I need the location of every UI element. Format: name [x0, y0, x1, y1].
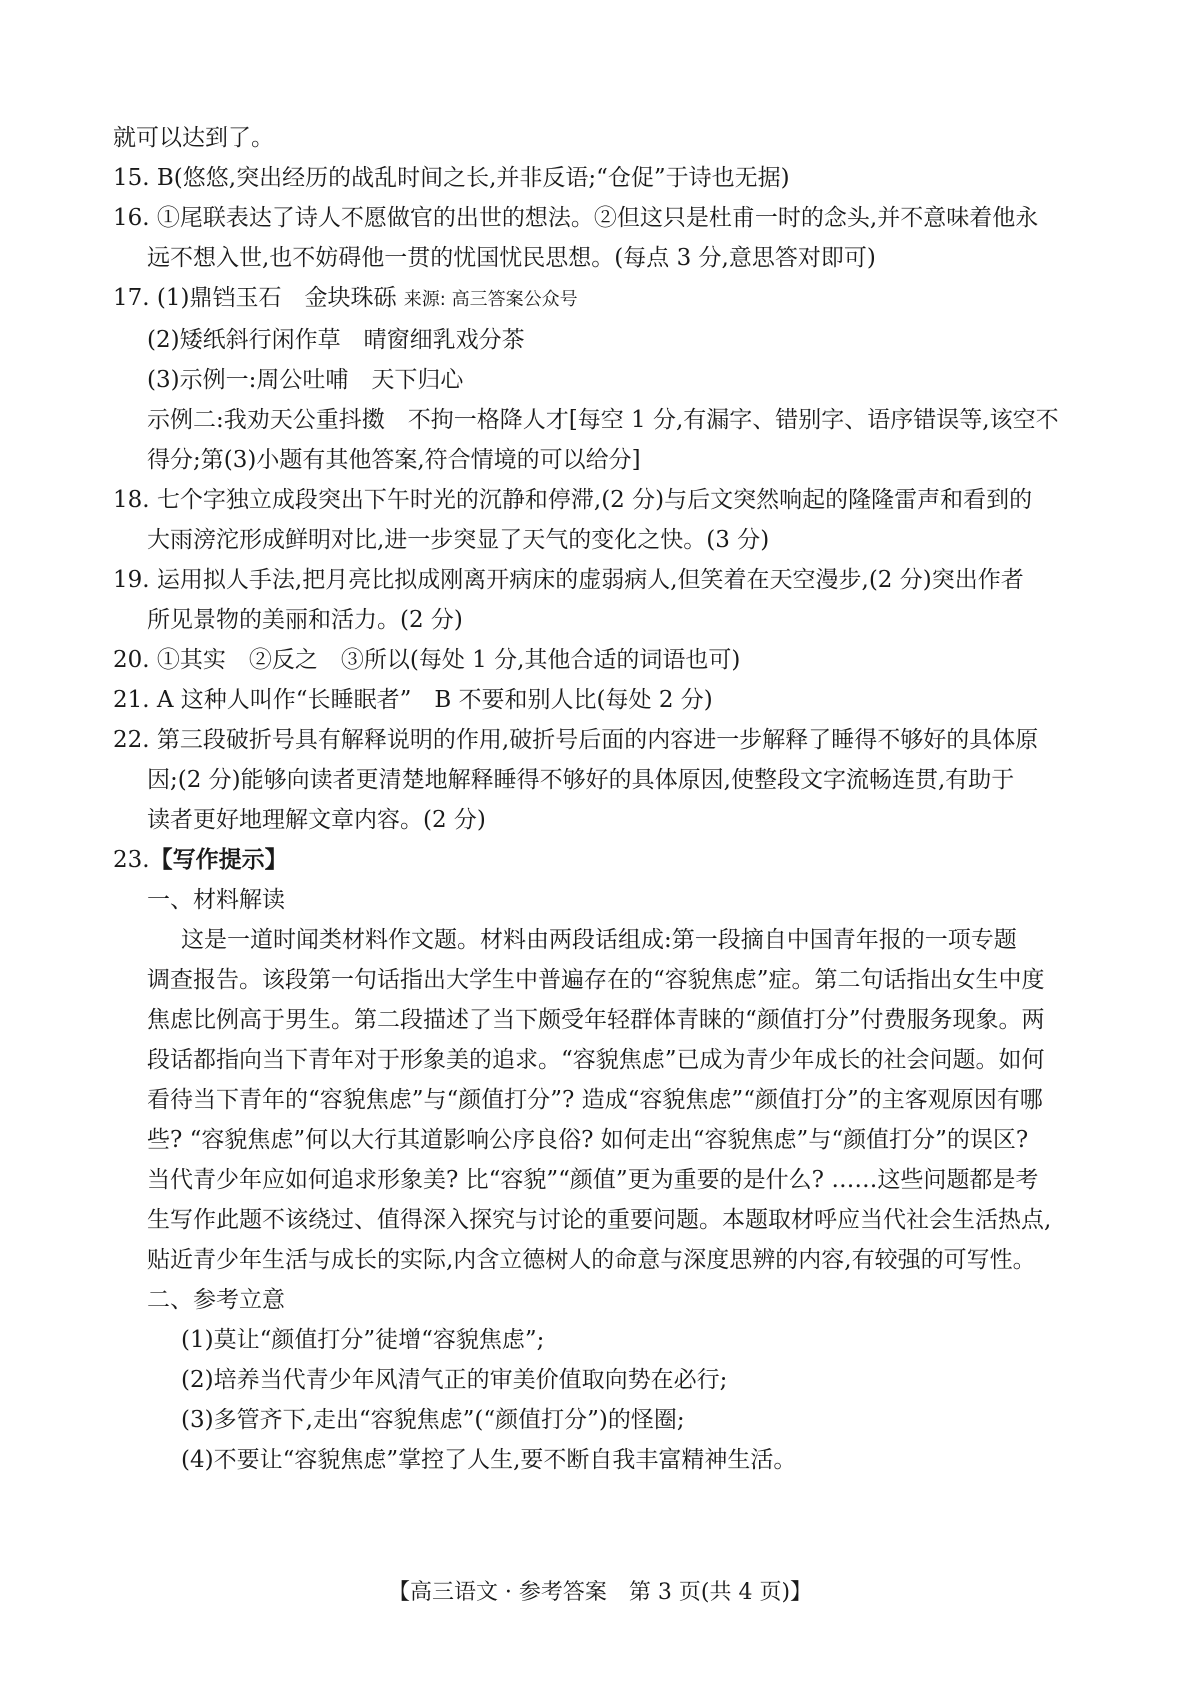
material-paragraph-line: 些? “容貌焦虑”何以大行其道影响公序良俗? 如何走出“容貌焦虑”与“颜值打分”的误区?: [147, 1127, 1029, 1153]
answer-17-part2: (2)矮纸斜行闲作草 晴窗细乳戏分茶: [147, 327, 525, 353]
theme-item-1: (1)莫让“颜值打分”徒增“容貌焦虑”;: [181, 1327, 545, 1353]
material-paragraph-line: 生写作此题不该绕过、值得深入探究与讨论的重要问题。本题取材呼应当代社会生活热点,: [147, 1207, 1052, 1233]
answer-22-cont2: 读者更好地理解文章内容。(2 分): [147, 807, 486, 833]
answer-21: 21. A 这种人叫作“长睡眠者” B 不要和别人比(每处 2 分): [113, 687, 713, 713]
answer-19: 19. 运用拟人手法,把月亮比拟成刚离开病床的虚弱病人,但笑着在天空漫步,(2 分)突出作者: [113, 567, 1024, 593]
answer-17: [113, 278, 1098, 320]
answer-18-cont: 大雨滂沱形成鲜明对比,进一步突显了天气的变化之快。(3 分): [147, 527, 770, 553]
answer-17-scoring: 得分;第(3)小题有其他答案,符合情境的可以给分]: [147, 447, 641, 473]
answer-17-example2: 示例二:我劝天公重抖擞 不拘一格降人才[每空 1 分,有漏字、错别字、语序错误等,该空不: [147, 407, 1059, 433]
material-paragraph-line: 焦虑比例高于男生。第二段描述了当下颇受年轻群体青睐的“颜值打分”付费服务现象。两: [147, 1007, 1045, 1033]
answer-15: 15. B(悠悠,突出经历的战乱时间之长,并非反语;“仓促”于诗也无据): [113, 165, 790, 191]
material-paragraph-line: 这是一道时闻类材料作文题。材料由两段话组成:第一段摘自中国青年报的一项专题: [181, 927, 1017, 953]
text-line: 就可以达到了。: [113, 125, 274, 151]
material-paragraph-line: 贴近青少年生活与成长的实际,内含立德树人的命意与深度思辨的内容,有较强的可写性。: [147, 1247, 1036, 1273]
material-paragraph-line: 段话都指向当下青年对于形象美的追求。“容貌焦虑”已成为青少年成长的社会问题。如何: [147, 1047, 1045, 1073]
material-paragraph-line: 调查报告。该段第一句话指出大学生中普遍存在的“容貌焦虑”症。第二句话指出女生中度: [147, 967, 1045, 993]
answer-16-cont: 远不想入世,也不妨碍他一贯的忧国忧民思想。(每点 3 分,意思答对即可): [147, 245, 876, 271]
section-heading-theme: 二、参考立意: [147, 1287, 285, 1313]
theme-item-2: (2)培养当代青少年风清气正的审美价值取向势在必行;: [181, 1367, 728, 1393]
material-paragraph-line: 当代青少年应如何追求形象美? 比“容貌”“颜值”更为重要的是什么? ……这些问题都是考: [147, 1167, 1039, 1193]
answer-23: [113, 840, 1098, 880]
answer-content: [113, 118, 1098, 1480]
answer-23-number: 23.: [113, 847, 150, 873]
page-footer: 【高三语文 · 参考答案 第 3 页(共 4 页)】: [387, 1580, 813, 1605]
answer-17-part3: (3)示例一:周公吐哺 天下归心: [147, 367, 464, 393]
source-note: 来源: 高三答案公众号: [403, 289, 578, 310]
answer-22-cont1: 因;(2 分)能够向读者更清楚地解释睡得不够好的具体原因,使整段文字流畅连贯,有助于: [147, 767, 1015, 793]
answer-19-cont: 所见景物的美丽和活力。(2 分): [147, 607, 463, 633]
theme-item-3: (3)多管齐下,走出“容貌焦虑”(“颜值打分”)的怪圈;: [181, 1407, 685, 1433]
theme-item-4: (4)不要让“容貌焦虑”掌控了人生,要不断自我丰富精神生活。: [181, 1447, 797, 1473]
answer-17-part1: 17. (1)鼎铛玉石 金块珠砾: [113, 285, 397, 311]
writing-tips-heading: 【写作提示】: [149, 847, 288, 873]
answer-20: 20. ①其实 ②反之 ③所以(每处 1 分,其他合适的词语也可): [113, 647, 741, 673]
answer-16: 16. ①尾联表达了诗人不愿做官的出世的想法。②但这只是杜甫一时的念头,并不意味着他永: [113, 205, 1039, 231]
answer-22: 22. 第三段破折号具有解释说明的作用,破折号后面的内容进一步解释了睡得不够好的具体原: [113, 727, 1039, 753]
material-paragraph-line: 看待当下青年的“容貌焦虑”与“颜值打分”? 造成“容貌焦虑”“颜值打分”的主客观原因有哪: [147, 1087, 1043, 1113]
section-heading-material: 一、材料解读: [147, 887, 285, 913]
answer-18: 18. 七个字独立成段突出下午时光的沉静和停滞,(2 分)与后文突然响起的隆隆雷声和看到的: [113, 487, 1033, 513]
